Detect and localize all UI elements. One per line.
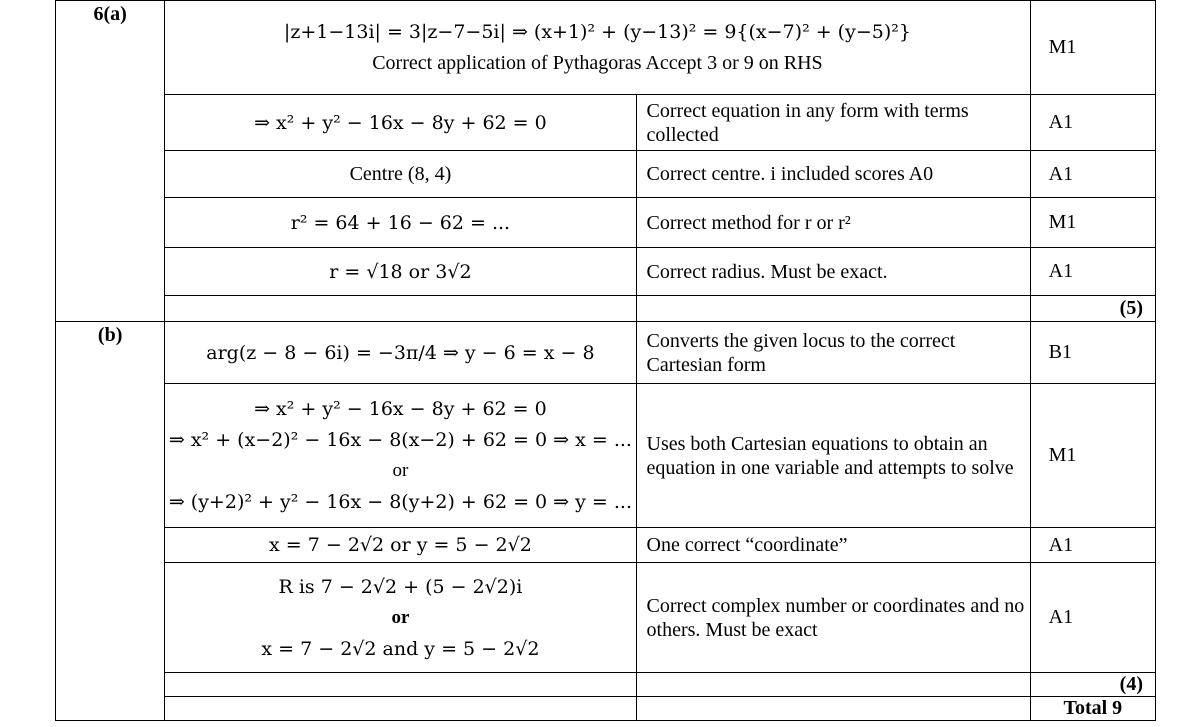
note-cell: Correct radius. Must be exact. xyxy=(636,248,1030,296)
table-row xyxy=(56,198,1156,248)
note-cell: One correct “coordinate” xyxy=(636,528,1030,563)
table-row xyxy=(56,1,1156,95)
question-number: (b) xyxy=(56,322,165,721)
working-line: ⇒ x² + y² − 16x − 8y + 62 = 0 xyxy=(254,398,547,420)
table-row xyxy=(56,322,1156,384)
mark-cell: A1 xyxy=(1030,151,1155,198)
note-cell: Converts the given locus to the correct Cartesian form xyxy=(636,322,1030,384)
working-line: r = √18 or 3√2 xyxy=(329,260,472,283)
note-cell: Uses both Cartesian equations to obtain an equation in one variable and attempts to solve xyxy=(636,384,1030,528)
empty-cell xyxy=(165,296,636,322)
working-line: Centre (8, 4) xyxy=(349,163,452,185)
total-cell: Total 9 xyxy=(1030,697,1155,721)
working-line: r² = 64 + 16 − 62 = ... xyxy=(290,211,511,234)
empty-cell xyxy=(636,673,1030,697)
working-line: |z+1−13i| = 3|z−7−5i| ⇒ (x+1)² + (y−13)² = 9{(x−7)² + (y−5)²} xyxy=(283,21,911,43)
table-row xyxy=(56,151,1156,198)
mark-cell: B1 xyxy=(1030,322,1155,384)
working-cell xyxy=(165,95,636,151)
table-row xyxy=(56,296,1156,322)
empty-cell xyxy=(165,673,636,697)
mark-cell: M1 xyxy=(1030,384,1155,528)
table-row xyxy=(56,563,1156,673)
question-number: 6(a) xyxy=(56,1,165,322)
table-row xyxy=(56,697,1156,721)
working-line: ⇒ (y+2)² + y² − 16x − 8(y+2) + 62 = 0 ⇒ y = ... xyxy=(168,491,632,513)
mark-cell: M1 xyxy=(1030,198,1155,248)
working-cell xyxy=(165,248,636,296)
table-row xyxy=(56,673,1156,697)
mark-cell: M1 xyxy=(1030,1,1155,95)
empty-cell xyxy=(636,296,1030,322)
table-row xyxy=(56,528,1156,563)
table-row xyxy=(56,95,1156,151)
working-cell xyxy=(165,563,636,673)
subtotal-cell: (4) xyxy=(1030,673,1155,697)
mark-cell: A1 xyxy=(1030,248,1155,296)
empty-cell xyxy=(636,697,1030,721)
working-line: ⇒ x² + (x−2)² − 16x − 8(x−2) + 62 = 0 ⇒ x = ... xyxy=(168,429,632,451)
table-row xyxy=(56,248,1156,296)
or-separator: or xyxy=(392,460,409,481)
working-cell xyxy=(165,384,636,528)
working-cell xyxy=(165,1,1030,95)
working-line: ⇒ x² + y² − 16x − 8y + 62 = 0 xyxy=(254,111,547,134)
working-cell xyxy=(165,151,636,198)
table-row xyxy=(56,384,1156,528)
note-cell: Correct method for r or r² xyxy=(636,198,1030,248)
mark-cell: A1 xyxy=(1030,528,1155,563)
working-line: x = 7 − 2√2 or y = 5 − 2√2 xyxy=(269,534,532,556)
note-cell: Correct equation in any form with terms collected xyxy=(636,95,1030,151)
working-line: R is 7 − 2√2 + (5 − 2√2)i xyxy=(278,575,523,598)
note-cell: Correct complex number or coordinates and no others. Must be exact xyxy=(636,563,1030,673)
empty-cell xyxy=(165,697,636,721)
working-line: x = 7 − 2√2 and y = 5 − 2√2 xyxy=(261,637,540,660)
mark-cell: A1 xyxy=(1030,563,1155,673)
working-line: arg(z − 8 − 6i) = −3π/4 ⇒ y − 6 = x − 8 xyxy=(206,341,595,364)
mark-scheme-table xyxy=(55,0,1156,721)
mark-cell: A1 xyxy=(1030,95,1155,151)
working-cell xyxy=(165,528,636,563)
working-cell xyxy=(165,198,636,248)
working-note: Correct application of Pythagoras Accept 3 or 9 on RHS xyxy=(372,52,823,74)
or-separator: or xyxy=(391,606,410,628)
subtotal-cell: (5) xyxy=(1030,296,1155,322)
note-cell: Correct centre. i included scores A0 xyxy=(636,151,1030,198)
working-cell xyxy=(165,322,636,384)
